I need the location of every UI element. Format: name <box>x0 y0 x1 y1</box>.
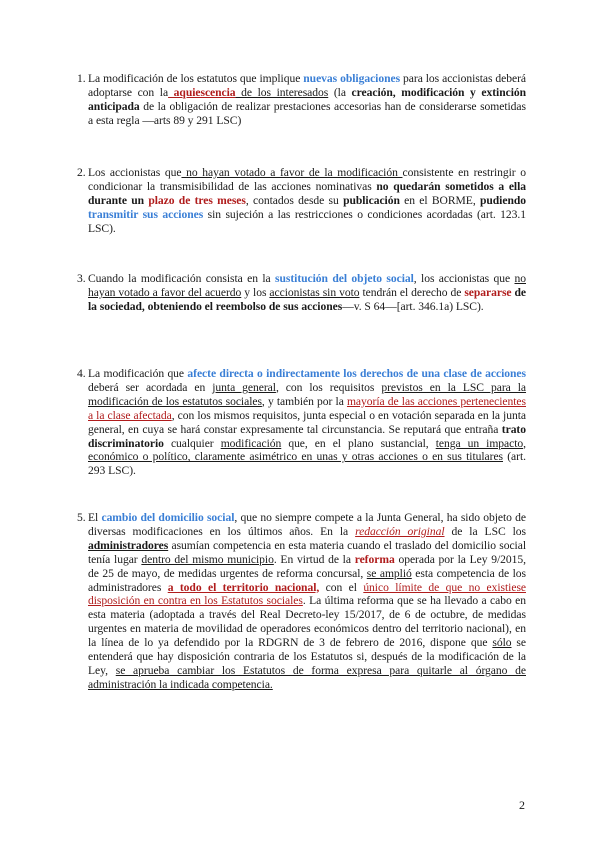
text-run: operada por la Ley 9/2015, de 25 de mayo, de medidas urgentes de reforma concursal, <box>88 552 526 580</box>
list-item-4 <box>77 367 527 478</box>
text-run: . En virtud de la <box>273 552 355 566</box>
text-run: trato discriminatorio <box>88 422 526 450</box>
text-run: para los accionistas deberá adoptarse con la <box>88 72 526 99</box>
text-run: asumían competencia en esta materia cuando el traslado del domicilio social tenía lugar <box>88 538 526 566</box>
text-run: , que no siempre compete a la Junta General, ha sido objeto de diversas modificaciones en los últimos años. En la <box>88 511 526 538</box>
text-run: de los interesados <box>235 85 329 99</box>
text-run: en el BORME, <box>399 193 480 207</box>
text-run: (art. 293 LSC). <box>88 450 526 478</box>
text-run: administradores <box>88 538 169 552</box>
page-number: 2 <box>519 798 525 812</box>
text-run: de la sociedad, obteniendo el reembolso de sus acciones <box>88 285 526 313</box>
item-text <box>88 166 526 236</box>
text-run: separarse <box>464 285 512 299</box>
text-run: plazo de tres meses <box>144 193 246 207</box>
text-run: tenga un impacto, económico o político, claramente asimétrico en unas y otras acciones o en sus titulares <box>88 436 526 464</box>
text-run: , y también por la <box>261 394 347 408</box>
text-run: accionistas sin voto <box>269 285 360 299</box>
text-run: (la <box>328 85 352 99</box>
text-run: redacción original <box>355 524 445 538</box>
text-run: y los <box>241 285 270 299</box>
text-run: Los accionistas que <box>88 166 182 179</box>
text-run: junta general <box>212 380 276 394</box>
text-run: , con los requisitos <box>275 380 382 394</box>
text-run: que, en el plano sustancial, <box>281 436 436 450</box>
text-run: previstos en la LSC para la modificación de los estatutos sociales <box>88 380 527 408</box>
text-run: creación, modificación y extinción anticipada <box>88 85 527 113</box>
text-run: mayoría de las acciones pertenecientes a la clase afectada <box>88 394 526 422</box>
text-run: cambio del domicilio social <box>101 511 235 524</box>
text-run: no quedarán sometidos a ella durante un <box>88 179 527 207</box>
text-run: con el <box>319 580 364 594</box>
text-run: , contados desde su <box>245 193 344 207</box>
text-run: consistente en restringir o condicionar la transmisibilidad de las acciones nominativas <box>88 166 526 193</box>
item-text <box>88 367 526 478</box>
text-run: modificación <box>220 436 282 450</box>
item-text <box>88 72 526 128</box>
text-run: . La última reforma que se ha llevado a cabo en esta materia (adoptada a través del Real Decreto-ley 15/2017, de 6 de octubre, de medidas urgentes en materia de movilidad de operadores económicos dentro del territorio nacional), en la línea de lo ya defendido por la RDGRN de 3 de febrero de 2016, dispone que <box>88 594 527 650</box>
text-run: El <box>88 511 102 524</box>
list-item-5 <box>77 511 527 692</box>
item-number: 5. <box>77 511 86 524</box>
text-run: , los accionistas que <box>413 272 515 285</box>
text-run: sin sujeción a las restricciones o condiciones acordadas (art. 123.1 LSC). <box>88 207 527 235</box>
text-run: sólo <box>492 636 512 650</box>
text-run: —v. S 64—[art. 346.1a) LSC). <box>342 299 484 313</box>
text-run: La modificación que <box>88 367 188 380</box>
text-run: de la obligación de realizar prestaciones accesorias han de considerarse sometidas a esta regla —arts 89 y 291 LSC) <box>88 99 526 127</box>
text-run: afecte directa o indirectamente los derechos de una clase de acciones <box>187 367 526 380</box>
text-run: esta competencia de los administradores <box>88 566 526 594</box>
text-run: se amplió <box>366 566 412 580</box>
text-run: reforma <box>354 552 395 566</box>
list-item-3 <box>77 272 526 314</box>
item-number: 1. <box>77 72 86 85</box>
text-run: no hayan votado a favor del acuerdo <box>88 272 526 299</box>
list-item-1 <box>77 72 527 128</box>
text-run: se entenderá que hay disposición contraria de los Estatutos si, después de la modificación de la Ley, <box>88 636 526 677</box>
item-number: 4. <box>77 367 86 380</box>
item-number: 3. <box>77 272 86 285</box>
text-run: cualquier <box>163 436 221 450</box>
text-run: pudiendo <box>479 193 526 207</box>
text-run: , con los mismos requisitos, junta especial o en votación separada en la junta general, en cuya se hará constar expresamente tal circunstancia. Se reputará que entraña <box>88 408 526 436</box>
text-run: deberá ser acordada en <box>88 380 213 394</box>
text-run: se aprueba cambiar los Estatutos de forma expresa para quitarle al órgano de administración la indicada competencia. <box>88 663 526 691</box>
text-run: transmitir sus acciones <box>88 207 204 221</box>
text-run: a todo el territorio nacional, <box>167 580 320 594</box>
text-run: nuevas obligaciones <box>303 72 401 85</box>
item-number: 2. <box>77 166 86 179</box>
text-run: dentro del mismo municipio <box>141 552 274 566</box>
text-run: de la LSC los <box>444 524 527 538</box>
item-text <box>88 272 526 314</box>
text-run: único límite de que no existiese disposición en contra en los Estatutos sociales <box>88 580 526 608</box>
text-run: tendrán el derecho de <box>359 285 465 299</box>
item-text <box>88 511 526 692</box>
list-item-2 <box>77 166 527 236</box>
text-run: aquiescencia <box>168 85 236 99</box>
text-run: publicación <box>343 193 400 207</box>
text-run: La modificación de los estatutos que implique <box>88 72 304 85</box>
text-run: sustitución del objeto social <box>275 272 414 285</box>
text-run: no hayan votado a favor de la modificación <box>181 166 403 179</box>
text-run: Cuando la modificación consista en la <box>88 272 276 285</box>
